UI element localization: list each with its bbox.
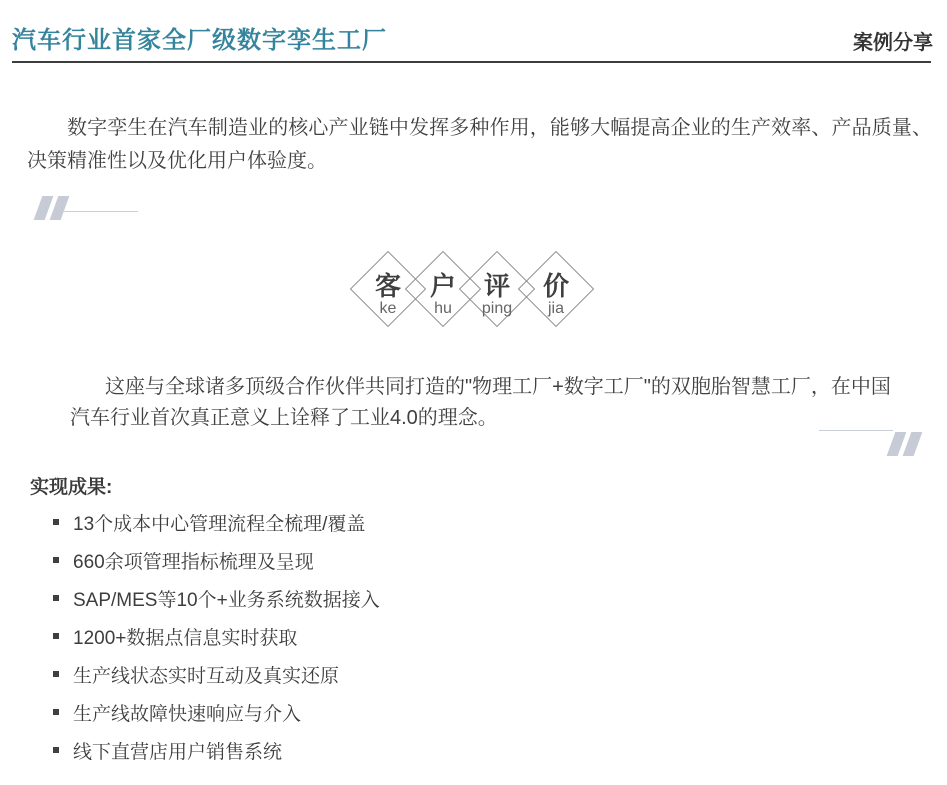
stamp-char: 价 (542, 270, 569, 301)
list-item: 生产线状态实时互动及真实还原 (53, 655, 380, 693)
stamp-diamond (529, 262, 583, 316)
quote-bar (903, 432, 923, 456)
stamp-pinyin: jia (547, 299, 564, 317)
list-item: 线下直营店用户销售系统 (53, 731, 380, 769)
header-divider (12, 61, 931, 63)
open-quote-icon (38, 196, 65, 220)
list-item: 生产线故障快速响应与介入 (53, 693, 380, 731)
close-quote-line (819, 430, 893, 431)
quote-bar (50, 196, 70, 220)
close-quote-icon (891, 432, 918, 456)
results-heading: 实现成果: (30, 477, 113, 498)
stamp-char: 评 (483, 270, 510, 301)
page-title: 汽车行业首家全厂级数字孪生工厂 (12, 27, 387, 54)
stamp-char: 客 (374, 270, 401, 301)
case-share-label: 案例分享 (853, 32, 933, 54)
stamp-pinyin: hu (434, 299, 452, 317)
stamp-diamond (470, 262, 524, 316)
stamp-pinyin: ping (481, 299, 513, 317)
stamp-pinyin: ke (379, 299, 397, 317)
list-item: 1200+数据点信息实时获取 (53, 617, 380, 655)
stamp-char: 户 (429, 270, 456, 301)
open-quote-line (64, 211, 138, 212)
results-list (53, 503, 380, 769)
list-item: 13个成本中心管理流程全梳理/覆盖 (53, 503, 380, 541)
list-item: SAP/MES等10个+业务系统数据接入 (53, 579, 380, 617)
intro-paragraph: 数字孪生在汽车制造业的核心产业链中发挥多种作用，能够大幅提高企业的生产效率、产品质量、决策精准性以及优化用户体验度。 (27, 117, 932, 172)
quote-paragraph: 这座与全球诸多顶级合作伙伴共同打造的"物理工厂+数字工厂"的双胞胎智慧工厂，在中国汽车行业首次真正意义上诠释了工业4.0的理念。 (70, 376, 891, 429)
customer-review-stamp (350, 246, 620, 341)
list-item: 660余项管理指标梳理及呈现 (53, 541, 380, 579)
